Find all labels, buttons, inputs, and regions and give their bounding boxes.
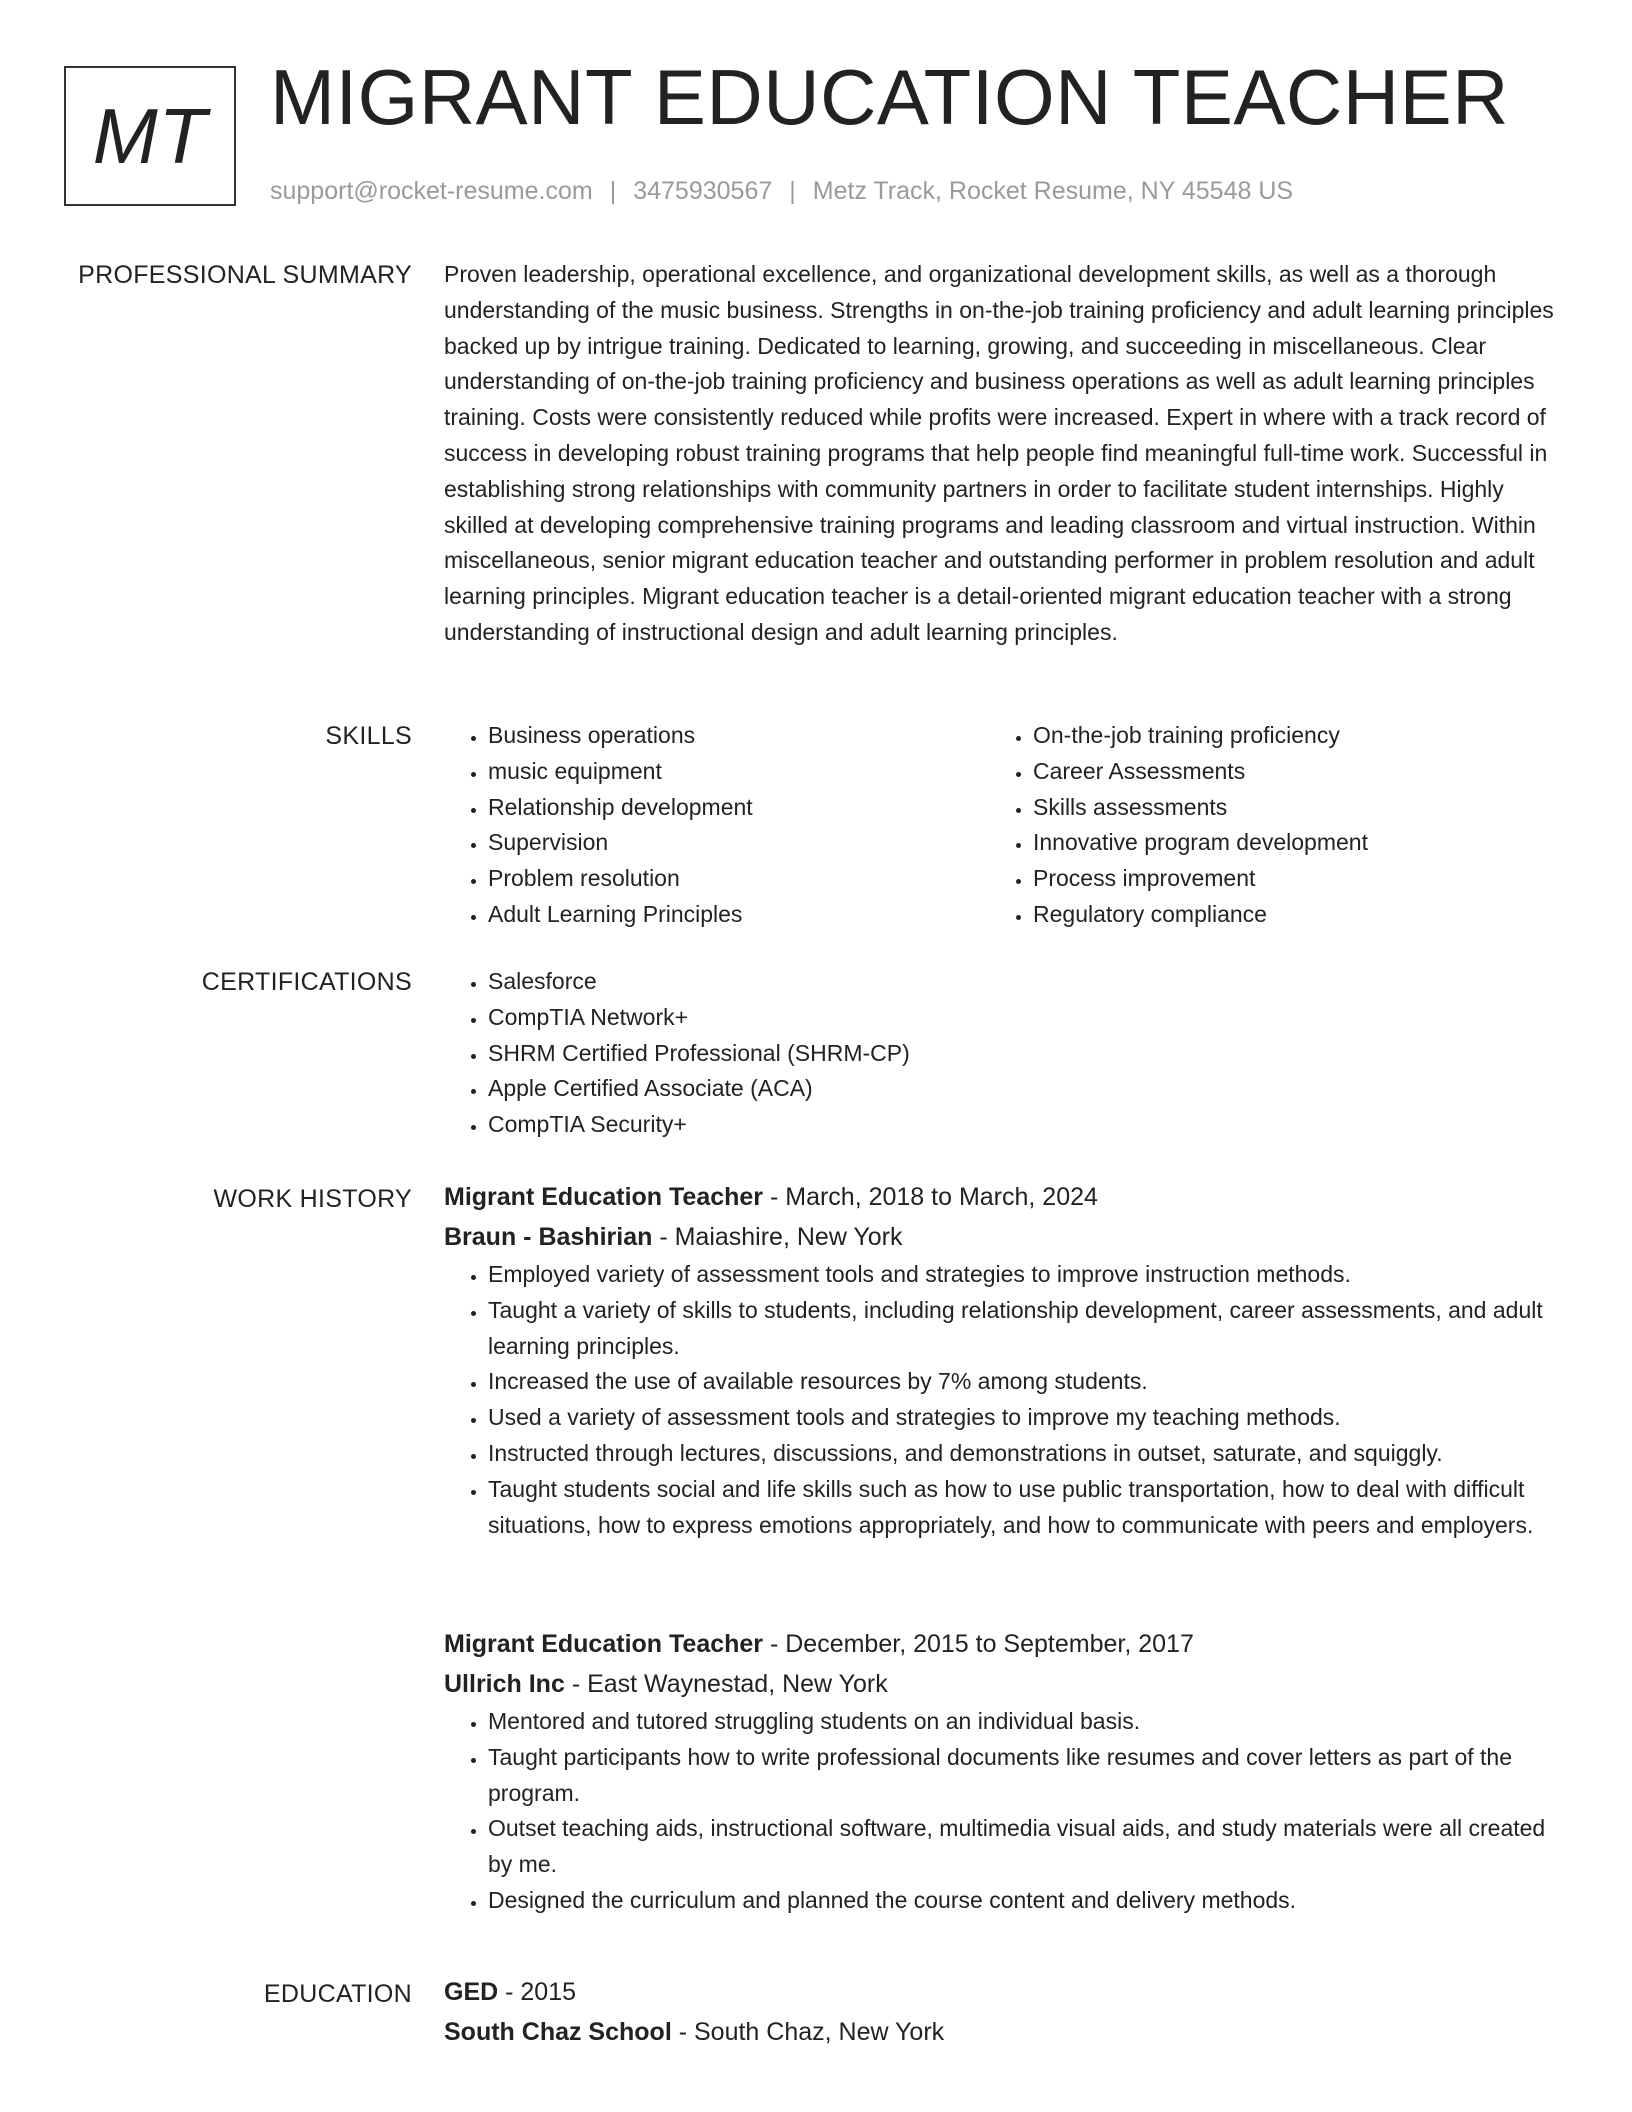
skills-grid bbox=[444, 718, 1556, 933]
job-company: Ullrich Inc bbox=[444, 1670, 565, 1698]
skills-body bbox=[444, 718, 1556, 933]
contact-line bbox=[270, 176, 1293, 206]
job-duty-item: • Used a variety of assessment tools and strategies to improve my teaching methods. bbox=[488, 1400, 1556, 1436]
job-duty-item: • Taught participants how to write professional documents like resumes and cover letters as part of the program. bbox=[488, 1740, 1556, 1812]
monogram-initials: MT bbox=[92, 92, 208, 180]
job-duties-list bbox=[444, 1257, 1556, 1543]
section-title-summary: PROFESSIONAL SUMMARY bbox=[78, 261, 412, 289]
skills-column-right bbox=[989, 718, 1534, 933]
job-dates: - March, 2018 to March, 2024 bbox=[763, 1183, 1098, 1211]
job-duty-item: • Increased the use of available resources by 7% among students. bbox=[488, 1364, 1556, 1400]
summary-body bbox=[444, 257, 1556, 651]
job-role: Migrant Education Teacher bbox=[444, 1630, 764, 1658]
skill-item: • Supervision bbox=[488, 825, 989, 861]
section-title-education: EDUCATION bbox=[263, 1980, 412, 2008]
section-title-skills: SKILLS bbox=[325, 722, 412, 750]
job-duties-list bbox=[444, 1704, 1556, 1919]
job-title-line bbox=[444, 1177, 1556, 1217]
contact-separator: | bbox=[609, 177, 617, 205]
job-duty-item: • Outset teaching aids, instructional software, multimedia visual aids, and study materials were all created by me. bbox=[488, 1811, 1556, 1883]
skills-list-left bbox=[444, 718, 989, 933]
skill-item: • Business operations bbox=[488, 718, 989, 754]
skill-item: • music equipment bbox=[488, 754, 989, 790]
certification-item: • Apple Certified Associate (ACA) bbox=[488, 1071, 1556, 1107]
section-title-work-history: WORK HISTORY bbox=[213, 1185, 412, 1213]
skill-item: • Adult Learning Principles bbox=[488, 897, 989, 933]
job-company-line bbox=[444, 1217, 1556, 1257]
skill-item: • Problem resolution bbox=[488, 861, 989, 897]
monogram-badge bbox=[64, 66, 236, 206]
summary-text: Proven leadership, operational excellence, and organizational development skills, as well as a thorough understanding of the music business. Strengths in on-the-job training proficiency and adult learning principles backed up by intrigue training. Dedicated to learning, growing, and succeeding in miscellaneous. Clear understanding of on-the-job training proficiency and business operations as well as adult learning principles training. Costs were consistently reduced while profits were increased. Expert in where with a track record of success in developing robust training programs that help people find meaningful full-time work. Successful in establishing strong relationships with community partners in order to facilitate student internships. Highly skilled at developing comprehensive training programs and leading classroom and virtual instruction. Within miscellaneous, senior migrant education teacher and outstanding performer in problem resolution and adult learning principles. Migrant education teacher is a detail-oriented migrant education teacher with a strong understanding of instructional design and adult learning principles. bbox=[444, 261, 1554, 645]
education-entry bbox=[444, 1972, 1556, 2052]
skills-column-left bbox=[444, 718, 989, 933]
job-dates: - December, 2015 to September, 2017 bbox=[763, 1630, 1194, 1658]
skill-item: • On-the-job training proficiency bbox=[1033, 718, 1534, 754]
job-duty-item: • Taught a variety of skills to students, including relationship development, career assessments, and adult learning principles. bbox=[488, 1293, 1556, 1365]
job-duty-item: • Mentored and tutored struggling students on an individual basis. bbox=[488, 1704, 1556, 1740]
job-location: - Maiashire, New York bbox=[652, 1223, 903, 1251]
skill-item: • Skills assessments bbox=[1033, 790, 1534, 826]
certifications-list bbox=[444, 964, 1556, 1143]
skills-list-right bbox=[989, 718, 1534, 933]
job-title-line bbox=[444, 1624, 1556, 1664]
contact-phone[interactable]: 3475930567 bbox=[633, 177, 773, 205]
job-duty-item: • Designed the curriculum and planned the course content and delivery methods. bbox=[488, 1883, 1556, 1919]
job-role: Migrant Education Teacher bbox=[444, 1183, 764, 1211]
certifications-body bbox=[444, 964, 1556, 1143]
job-company: Braun - Bashirian bbox=[444, 1223, 653, 1251]
education-degree-line bbox=[444, 1972, 1556, 2012]
skill-item: • Process improvement bbox=[1033, 861, 1534, 897]
education-school: South Chaz School bbox=[444, 2018, 672, 2046]
certification-item: • Salesforce bbox=[488, 964, 1556, 1000]
certification-item: • SHRM Certified Professional (SHRM-CP) bbox=[488, 1036, 1556, 1072]
section-title-certifications: CERTIFICATIONS bbox=[201, 968, 412, 996]
contact-address: Metz Track, Rocket Resume, NY 45548 US bbox=[812, 177, 1294, 205]
candidate-name: MIGRANT EDUCATION TEACHER bbox=[270, 53, 1509, 141]
education-degree: GED bbox=[444, 1978, 499, 2006]
skill-item: • Regulatory compliance bbox=[1033, 897, 1534, 933]
job-duty-item: • Taught students social and life skills such as how to use public transportation, how to deal with difficult situations, how to express emotions appropriately, and how to communicate with peers and employers. bbox=[488, 1472, 1556, 1544]
contact-email[interactable]: support@rocket-resume.com bbox=[270, 177, 593, 205]
education-year: - 2015 bbox=[498, 1978, 577, 2006]
job-company-line bbox=[444, 1664, 1556, 1704]
certification-item: • CompTIA Network+ bbox=[488, 1000, 1556, 1036]
skill-item: • Relationship development bbox=[488, 790, 989, 826]
job-entry bbox=[444, 1624, 1556, 1919]
job-duty-item: • Instructed through lectures, discussions, and demonstrations in outset, saturate, and squiggly. bbox=[488, 1436, 1556, 1472]
certification-item: • CompTIA Security+ bbox=[488, 1107, 1556, 1143]
job-duty-item: • Employed variety of assessment tools and strategies to improve instruction methods. bbox=[488, 1257, 1556, 1293]
skill-item: • Career Assessments bbox=[1033, 754, 1534, 790]
contact-separator: | bbox=[789, 177, 796, 205]
skill-item: • Innovative program development bbox=[1033, 825, 1534, 861]
education-location: - South Chaz, New York bbox=[671, 2018, 945, 2046]
job-location: - East Waynestad, New York bbox=[564, 1670, 888, 1698]
education-school-line bbox=[444, 2012, 1556, 2052]
job-entry bbox=[444, 1177, 1556, 1543]
